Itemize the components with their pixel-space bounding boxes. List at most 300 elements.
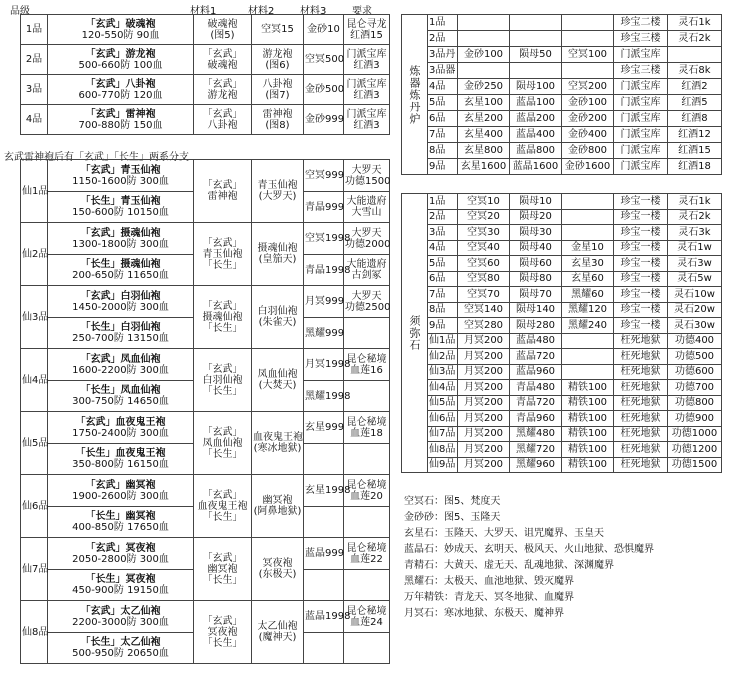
data-cell: 珍宝三楼 [614,63,668,79]
data-cell [510,15,562,31]
material2-cell [252,286,304,349]
table-row [402,333,722,349]
data-cell [562,63,614,79]
robe-name: 「玄武」八卦袍 [85,78,156,90]
cell-line: 血莲18 [350,427,383,439]
cell-line: 门派宝库 [346,48,387,60]
data-cell: 枉死地狱 [614,364,668,380]
data-cell [562,31,614,47]
table-row [402,159,722,175]
material3-cell: 黑耀999 [304,318,344,349]
robe-name: 「玄武」摄魂仙袍 [80,227,161,239]
data-cell: 灵石1k [668,15,722,31]
data-cell: 月冥200 [458,349,510,365]
xuanwu-robe-cell [48,349,194,381]
grade-cell: 3品 [21,75,48,105]
data-cell: 红酒5 [668,95,722,111]
robe-stats: 150-600防 10150血 [72,207,169,218]
cell-line: 血莲22 [350,553,383,565]
data-cell: 月冥200 [458,364,510,380]
section-label: 炼器炼丹炉 [402,15,428,175]
requirement-cell [344,349,390,381]
data-cell: 金砂400 [562,127,614,143]
robe-stats: 350-800防 16150血 [72,459,169,470]
table-row [402,302,722,318]
robe-stats: 120-550防 90血 [81,29,160,41]
material3-cell: 青晶999 [304,192,344,223]
robe-name: 「长生」太乙仙袍 [80,637,161,648]
data-cell: 珍宝一楼 [614,271,668,287]
cell-line: 白羽仙袍 [202,374,243,386]
material3-cell [304,633,344,664]
robe-stats: 300-750防 14650血 [72,396,169,407]
header-grade: 品级 [10,6,30,17]
requirement-cell [344,507,390,538]
data-cell: 功德1200 [668,442,722,458]
cell-line: 八卦袍 [207,119,238,131]
table-row [402,395,722,411]
cell-line: 昆仑寻龙 [346,18,387,30]
xuanwu-robe-cell [48,223,194,255]
data-cell: 珍宝一楼 [614,256,668,272]
data-cell: 门派宝库 [614,79,668,95]
grade-cell: 仙3品 [21,286,48,349]
robe-xian-table [20,159,390,664]
table-row [21,475,390,507]
data-cell: 空冥80 [458,271,510,287]
table-row [402,95,722,111]
cell-line: 昆仑秘境 [346,353,387,365]
data-cell [562,209,614,225]
data-cell: 陨母50 [510,47,562,63]
data-cell [562,349,614,365]
grade-cell: 2品 [21,45,48,75]
robe-stats: 200-650防 11650血 [72,270,169,281]
robe-stats: 250-700防 13150血 [72,333,169,344]
robe-name: 「长生」凤血仙袍 [80,385,161,396]
data-cell: 月冥200 [458,380,510,396]
material1-cell [194,412,252,475]
cell-line: 红酒3 [353,119,380,131]
data-cell: 金砂100 [458,47,510,63]
data-cell: 蓝晶1600 [510,159,562,175]
data-cell: 玄星1600 [458,159,510,175]
requirement-cell [344,15,390,45]
cell-line: 「玄武」 [202,363,243,375]
cell-line: (大焚天) [258,380,297,391]
data-cell: 灵石20w [668,302,722,318]
changsheng-robe-cell [48,570,194,601]
robe-name: 「长生」血夜鬼王袍 [75,448,166,459]
robe-stats: 1750-2400防 300血 [72,427,169,439]
cell-line: 破魂袍 [207,59,238,71]
table-row [21,601,390,633]
robe-stats: 2200-3000防 300血 [72,616,169,628]
robe-stats: 700-880防 150血 [78,119,163,131]
cell-line: 雷神袍 [207,191,238,202]
table-row [21,15,390,45]
data-cell: 门派宝库 [614,143,668,159]
material1-cell [194,601,252,664]
requirement-cell [344,570,390,601]
data-cell: 空冥30 [458,225,510,241]
data-cell: 1品 [428,15,458,31]
data-cell: 陨母40 [510,240,562,256]
data-cell: 陨母100 [510,79,562,95]
cell-line: 「玄武」 [202,108,243,120]
material3-cell: 黑耀1998 [304,381,344,412]
xuanwu-robe-cell [48,286,194,318]
data-cell: 5品 [428,95,458,111]
data-cell: 珍宝一楼 [614,318,668,334]
data-cell: 蓝晶100 [510,95,562,111]
cell-line: 「长生」 [202,511,243,523]
data-cell: 黑耀720 [510,442,562,458]
note-line: 金砂砂：图5、玉隆天 [404,512,501,523]
requirement-cell [344,538,390,570]
cell-line: 红酒15 [350,29,383,41]
material-notes [404,494,654,622]
data-cell: 2品 [428,31,458,47]
cell-line: 血夜鬼王袍 [197,500,248,512]
requirement-cell [344,75,390,105]
table-row [402,256,722,272]
note-line: 玄星石：玉隆天、大罗天、诅咒魔界、玉皇天 [404,528,604,539]
cell-line: 「玄武」 [202,48,243,60]
robe-name-cell [48,45,194,75]
data-cell: 青晶720 [510,395,562,411]
robe-name: 「玄武」游龙袍 [85,48,156,60]
material2-cell [252,349,304,412]
cell-line: 门派宝库 [346,108,387,120]
robe-stats: 1600-2200防 300血 [72,364,169,376]
material2-cell [252,223,304,286]
data-cell: 金砂100 [562,95,614,111]
material3-cell: 金砂500 [304,75,344,105]
material1-cell [194,349,252,412]
table-row [402,240,722,256]
data-cell: 玄星800 [458,143,510,159]
cell-line: 「玄武」 [202,237,243,249]
cell-line: 大罗天 [351,164,382,176]
data-cell: 仙2品 [428,349,458,365]
note-line: 黑耀石：太极天、血池地狱、毁灭魔界 [404,576,574,587]
data-cell: 枉死地狱 [614,349,668,365]
material1-cell [194,475,252,538]
requirement-cell [344,160,390,192]
requirement-cell [344,412,390,444]
requirement-cell [344,45,390,75]
data-cell: 8品 [428,143,458,159]
data-cell [510,31,562,47]
table-row [21,349,390,381]
alchemy-table [401,14,722,175]
material2-cell [252,160,304,223]
data-cell: 枉死地狱 [614,457,668,473]
data-cell [458,31,510,47]
data-cell: 枉死地狱 [614,442,668,458]
material3-cell: 月冥1998 [304,349,344,381]
data-cell: 珍宝一楼 [614,240,668,256]
data-cell: 枉死地狱 [614,380,668,396]
cell-line: 「长生」 [202,259,243,271]
data-cell: 3品器 [428,63,458,79]
robe-name: 「玄武」太乙仙袍 [80,605,161,617]
note-line: 万年精铁：青龙天、冥冬地狱、血魔界 [404,592,574,603]
cell-line: 红酒3 [353,59,380,71]
changsheng-robe-cell [48,507,194,538]
cell-line: (阿鼻地狱) [253,506,302,517]
data-cell: 陨母10 [510,194,562,210]
robe-name: 「长生」冥夜袍 [85,574,156,585]
cell-line: 青玉仙袍 [257,180,298,191]
cell-line: 功德2000 [345,238,391,250]
material3-cell: 金砂999 [304,105,344,135]
robe-name: 「长生」白羽仙袍 [80,322,161,333]
robe-stats: 1450-2000防 300血 [72,301,169,313]
table-row [402,364,722,380]
cell-line: 血莲16 [350,364,383,376]
data-cell: 珍宝三楼 [614,31,668,47]
material1-cell [194,286,252,349]
data-cell: 珍宝一楼 [614,287,668,303]
note-line: 青精石：大黄天、虚无天、乱魂地狱、深渊魔界 [404,560,614,571]
data-cell: 5品 [428,256,458,272]
cell-line: (图7) [265,89,290,101]
changsheng-robe-cell [48,381,194,412]
cell-line: 「长生」 [202,322,243,334]
data-cell: 功德1000 [668,426,722,442]
cell-line: 「玄武」 [202,615,243,627]
requirement-cell [344,192,390,223]
changsheng-robe-cell [48,318,194,349]
data-cell: 4品 [428,79,458,95]
material1-cell [194,75,252,105]
cell-line: 「长生」 [202,637,243,649]
requirement-cell [344,381,390,412]
robe-name: 「玄武」白羽仙袍 [80,290,161,302]
table-row [21,286,390,318]
xuanwu-robe-cell [48,412,194,444]
data-cell: 黑耀960 [510,457,562,473]
data-cell: 灵石2k [668,31,722,47]
data-cell [562,15,614,31]
data-cell: 仙1品 [428,333,458,349]
cell-line: 大雪山 [351,207,382,218]
data-cell [562,194,614,210]
data-cell: 门派宝库 [614,127,668,143]
data-cell: 空冥200 [562,79,614,95]
requirement-cell [344,105,390,135]
robe-stats: 1150-1600防 300血 [72,175,169,187]
table-row [402,194,722,210]
note-line: 蓝晶石：妙成天、玄明天、极风天、火山地狱、恐惧魔界 [404,544,654,555]
cell-line: 大能遗府 [346,196,387,207]
cell-line: (图5) [210,29,235,41]
data-cell: 精铁100 [562,442,614,458]
data-cell: 黑耀480 [510,426,562,442]
material3-cell: 玄星999 [304,412,344,444]
grade-cell: 仙4品 [21,349,48,412]
table-row [402,426,722,442]
data-cell: 灵石10w [668,287,722,303]
cell-line: 门派宝库 [346,78,387,90]
data-cell: 灵石30w [668,318,722,334]
robe-top-table [20,14,390,135]
data-cell: 枉死地狱 [614,411,668,427]
xuanwu-robe-cell [48,601,194,633]
data-cell: 陨母140 [510,302,562,318]
data-cell: 7品 [428,287,458,303]
cell-line: 幽冥袍 [207,563,238,575]
table-row [402,271,722,287]
requirement-cell [344,255,390,286]
cell-line: 大能遗府 [346,259,387,270]
data-cell: 精铁100 [562,395,614,411]
table-row [402,111,722,127]
data-cell: 门派宝库 [614,159,668,175]
data-cell: 黑耀120 [562,302,614,318]
data-cell: 陨母80 [510,271,562,287]
branch-note: 玄武雷神袍后有「玄武」「长生」两系分支 [4,152,189,163]
cell-line: 「玄武」 [202,78,243,90]
table-row [402,143,722,159]
data-cell: 6品 [428,111,458,127]
data-cell: 月冥200 [458,333,510,349]
changsheng-robe-cell [48,192,194,223]
robe-name: 「玄武」血夜鬼王袍 [75,416,166,428]
material2-cell [252,75,304,105]
grade-cell: 仙6品 [21,475,48,538]
cell-line: 幽冥袍 [262,495,293,506]
table-row [402,15,722,31]
table-row [402,318,722,334]
data-cell: 精铁100 [562,457,614,473]
data-cell: 黑耀60 [562,287,614,303]
data-cell: 空冥60 [458,256,510,272]
material1-cell [194,538,252,601]
cell-line: 青玉仙袍 [202,248,243,260]
data-cell: 2品 [428,209,458,225]
data-cell: 空冥40 [458,240,510,256]
data-cell: 陨母60 [510,256,562,272]
data-cell: 空冥10 [458,194,510,210]
data-cell: 月冥200 [458,426,510,442]
cell-line: 八卦袍 [262,78,293,90]
note-line: 空冥石：图5、梵度天 [404,496,501,507]
data-cell: 9品 [428,159,458,175]
data-cell: 仙6品 [428,411,458,427]
cell-line: 白羽仙袍 [257,306,298,317]
data-cell [458,63,510,79]
grade-cell: 仙2品 [21,223,48,286]
robe-name-cell [48,15,194,45]
data-cell: 门派宝库 [614,95,668,111]
data-cell: 6品 [428,271,458,287]
data-cell: 功德600 [668,364,722,380]
cell-line: 大罗天 [351,227,382,239]
table-row [21,105,390,135]
requirement-cell [344,223,390,255]
note-line: 月冥石：寒冰地狱、东极天、魔神界 [404,608,564,619]
robe-name-cell [48,105,194,135]
requirement-cell [344,286,390,318]
data-cell: 灵石3k [668,225,722,241]
data-cell: 仙9品 [428,457,458,473]
data-cell [458,15,510,31]
grade-cell: 4品 [21,105,48,135]
cell-line: 血夜鬼王袍 [253,432,303,443]
data-cell: 灵石8k [668,63,722,79]
cell-line: 昆仑秘境 [346,605,387,617]
table-row [402,380,722,396]
data-cell: 珍宝一楼 [614,209,668,225]
table-row [21,223,390,255]
data-cell [562,333,614,349]
material2-cell [252,15,304,45]
grade-cell: 仙5品 [21,412,48,475]
data-cell [562,225,614,241]
cell-line: 凤血仙袍 [257,369,298,380]
data-cell: 月冥200 [458,395,510,411]
data-cell: 灵石5w [668,271,722,287]
robe-name-cell [48,75,194,105]
robe-name: 「玄武」凤血仙袍 [80,353,161,365]
robe-name: 「玄武」幽冥袍 [85,479,156,491]
material1-cell [194,45,252,75]
table-row [402,442,722,458]
data-cell: 功德400 [668,333,722,349]
cell-line: 「玄武」 [202,300,243,312]
data-cell: 玄星400 [458,127,510,143]
data-cell: 红酒8 [668,111,722,127]
data-cell: 蓝晶480 [510,333,562,349]
cell-line: 「玄武」 [202,489,243,501]
robe-name: 「玄武」雷神袍 [85,108,156,120]
data-cell: 陨母20 [510,209,562,225]
requirement-cell [344,475,390,507]
cell-line: 大罗天 [351,290,382,302]
data-cell: 空冥20 [458,209,510,225]
material3-cell: 空冥999 [304,160,344,192]
cell-line: 昆仑秘境 [346,542,387,554]
table-row [402,287,722,303]
header-mat2: 材料2 [248,6,275,17]
section-label: 须弥石 [402,194,428,473]
cell-line: (东极天) [258,569,297,580]
table-row [402,79,722,95]
data-cell: 灵石3w [668,256,722,272]
material3-cell: 青晶1998 [304,255,344,286]
data-cell: 陨母280 [510,318,562,334]
cell-line: 「长生」 [202,448,243,460]
data-cell: 玄星60 [562,271,614,287]
data-cell: 金砂250 [458,79,510,95]
material1-cell [194,223,252,286]
data-cell [562,364,614,380]
material3-cell: 蓝晶1998 [304,601,344,633]
data-cell: 3品 [428,225,458,241]
xumi-table [401,193,722,473]
requirement-cell [344,444,390,475]
requirement-cell [344,601,390,633]
data-cell: 精铁100 [562,411,614,427]
changsheng-robe-cell [48,255,194,286]
data-cell: 功德900 [668,411,722,427]
material1-cell [194,105,252,135]
xuanwu-robe-cell [48,160,194,192]
material3-cell: 月冥999 [304,286,344,318]
